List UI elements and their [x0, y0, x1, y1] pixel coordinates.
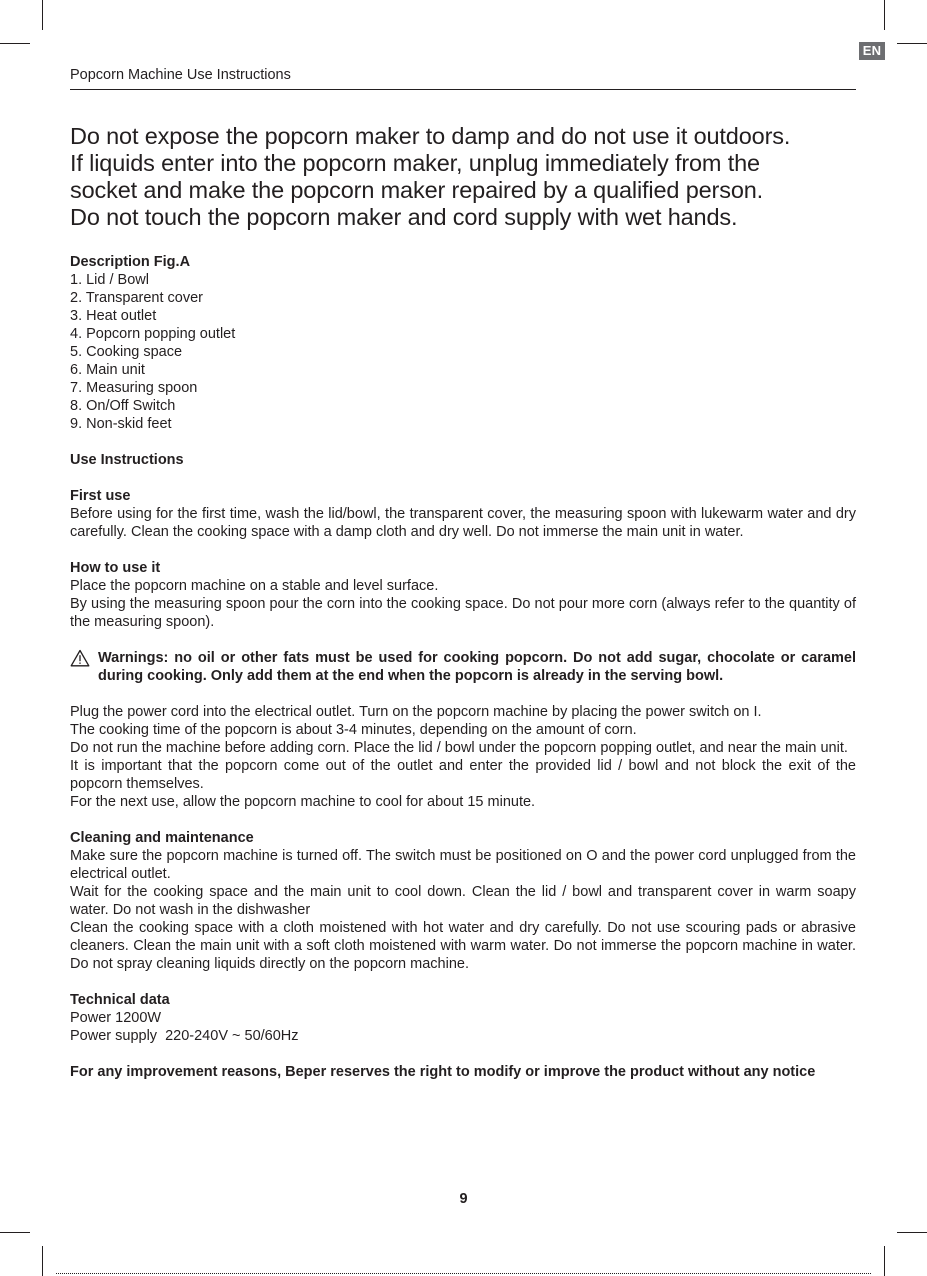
- use-instructions-heading: Use Instructions: [70, 452, 184, 468]
- header-title: Popcorn Machine Use Instructions: [70, 67, 291, 83]
- list-item: 7. Measuring spoon: [70, 380, 198, 396]
- warning-text: Warnings: no oil or other fats must be used for cooking popcorn. Do not add sugar, chocolate or caramel during cooking. Only add them at the end when the popcorn is already in the serving bowl.: [98, 650, 856, 684]
- technical-line: Power supply 220-240V ~ 50/60Hz: [70, 1028, 299, 1044]
- description-heading: Description Fig.A: [70, 254, 191, 270]
- intro-line: Do not expose the popcorn maker to damp and do not use it outdoors.: [70, 123, 791, 149]
- page-content: [70, 123, 856, 1081]
- list-item: 9. Non-skid feet: [70, 416, 172, 432]
- first-use-heading: First use: [70, 488, 131, 504]
- operation-paragraph: Do not run the machine before adding corn. Place the lid / bowl under the popcorn popping outlet, and near the main unit.: [70, 740, 848, 756]
- intro-line: If liquids enter into the popcorn maker, unplug immediately from the: [70, 150, 760, 176]
- header-rule: [70, 89, 856, 90]
- crop-mark: [884, 1246, 885, 1276]
- how-to-use-paragraph: By using the measuring spoon pour the corn into the cooking space. Do not pour more corn (always refer to the quantity of the measuring spoon).: [70, 596, 856, 630]
- list-item: 5. Cooking space: [70, 344, 183, 360]
- bottom-rule: [56, 1273, 871, 1275]
- crop-mark: [0, 43, 30, 44]
- crop-mark: [42, 0, 43, 30]
- list-item: 3. Heat outlet: [70, 308, 157, 324]
- how-to-use-heading: How to use it: [70, 560, 161, 576]
- technical-line: Power 1200W: [70, 1010, 162, 1026]
- crop-mark: [897, 1232, 927, 1233]
- intro-line: socket and make the popcorn maker repaired by a qualified person.: [70, 177, 764, 203]
- warning-triangle-icon: [70, 649, 90, 667]
- first-use-text: Before using for the first time, wash the lid/bowl, the transparent cover, the measuring spoon with lukewarm water and dry carefully. Clean the cooking space with a damp cloth and dry well. Do not immerse the main unit in water.: [70, 506, 856, 540]
- footer-note: For any improvement reasons, Beper reserves the right to modify or improve the product without any notice: [70, 1064, 816, 1080]
- operation-paragraph: It is important that the popcorn come out of the outlet and enter the provided lid / bowl and not block the exit of the popcorn themselves.: [70, 758, 856, 792]
- crop-mark: [884, 0, 885, 30]
- cleaning-paragraph: Wait for the cooking space and the main unit to cool down. Clean the lid / bowl and transparent cover in warm soapy water. Do not wash in the dishwasher: [70, 884, 856, 918]
- crop-mark: [897, 43, 927, 44]
- operation-paragraph: For the next use, allow the popcorn machine to cool for about 15 minute.: [70, 794, 536, 810]
- cleaning-heading: Cleaning and maintenance: [70, 830, 254, 846]
- list-item: 2. Transparent cover: [70, 290, 203, 306]
- cleaning-paragraph: Clean the cooking space with a cloth moistened with hot water and dry carefully. Do not use scouring pads or abrasive cleaners. Clean the main unit with a soft cloth moistened with warm water. Do not immerse the popcorn machine in water. Do not spray cleaning liquids directly on the popcorn machine.: [70, 920, 856, 972]
- list-item: 4. Popcorn popping outlet: [70, 326, 236, 342]
- description-section: [70, 253, 856, 1081]
- list-item: 1. Lid / Bowl: [70, 272, 149, 288]
- operation-paragraph: The cooking time of the popcorn is about 3-4 minutes, depending on the amount of corn.: [70, 722, 637, 738]
- intro-line: Do not touch the popcorn maker and cord supply with wet hands.: [70, 204, 738, 230]
- how-to-use-paragraph: Place the popcorn machine on a stable and level surface.: [70, 578, 439, 594]
- cleaning-paragraph: Make sure the popcorn machine is turned off. The switch must be positioned on O and the power cord unplugged from the electrical outlet.: [70, 848, 856, 882]
- list-item: 6. Main unit: [70, 362, 145, 378]
- crop-mark: [0, 1232, 30, 1233]
- list-item: 8. On/Off Switch: [70, 398, 176, 414]
- language-badge: EN: [859, 42, 885, 60]
- warning-box: [70, 649, 856, 685]
- technical-heading: Technical data: [70, 992, 170, 1008]
- crop-mark: [42, 1246, 43, 1276]
- page-number: 9: [459, 1191, 468, 1207]
- operation-paragraph: Plug the power cord into the electrical outlet. Turn on the popcorn machine by placing the power switch on I.: [70, 704, 762, 720]
- safety-intro: [70, 123, 856, 231]
